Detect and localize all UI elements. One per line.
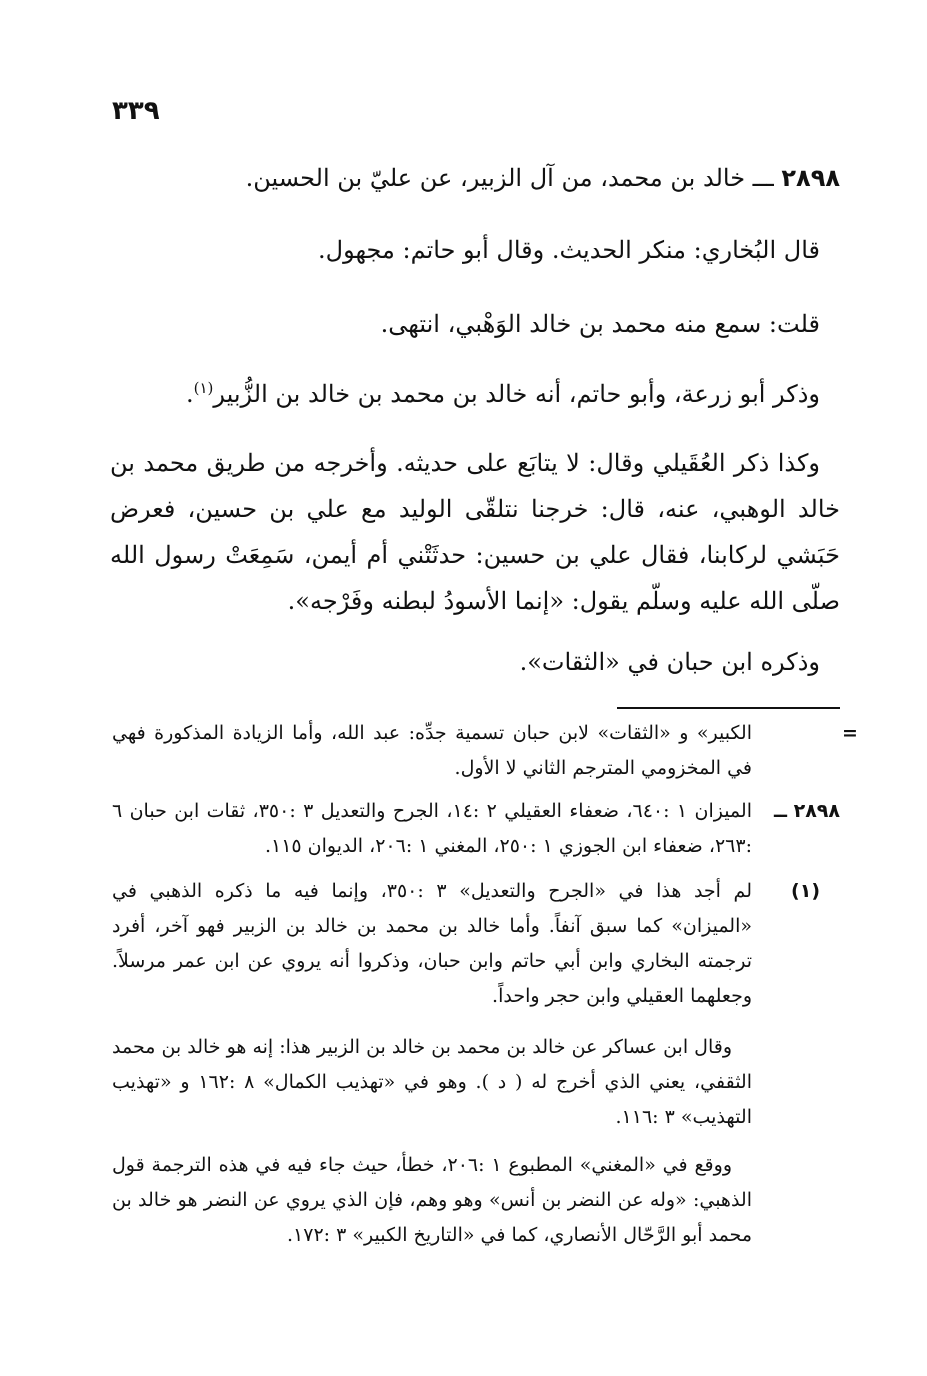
paragraph-4 xyxy=(110,440,840,624)
paragraph-1 xyxy=(110,232,840,268)
footnote-1-text: لم أجد هذا في «الجرح والتعديل» ٣ :٣٥٠، وإنما فيه ما ذكره الذهبي في «الميزان» كما سبق آنفاً. وأما خالد بن محمد بن خالد بن الزبير فهو آخر، أفرد ترجمته البخاري وابن أبي حاتم وابن حبان، وذكروا أنه يروي عن ابن عمر مرسلاً. وجعلهما العقيلي وابن حجر واحداً. xyxy=(112,880,752,1007)
paragraph-5 xyxy=(110,644,840,680)
entry-dash: ـــ xyxy=(752,164,774,192)
entry-number: ٢٨٩٨ xyxy=(781,164,840,192)
paragraph-1-text: قال البُخاري: منكر الحديث. وقال أبو حاتم: مجهول. xyxy=(318,236,820,264)
paragraph-5-text: وذكره ابن حبان في «الثقات». xyxy=(519,648,820,676)
footnote-1-marker: (١) xyxy=(791,880,820,902)
paragraph-2 xyxy=(110,306,840,342)
footnote-1-paragraph-3: ووقع في «المغني» المطبوع ١ :٢٠٦، خطأ، حيث جاء فيه في هذه الترجمة قول الذهبي: «وله عن النضر بن أنس» وهو وهم، فإن الذي يروي عن النضر هو خالد بن محمد أبو الرَّحّال الأنصاري، كما في «التاريخ الكبير» ٣ :١٧٢. xyxy=(112,1154,752,1246)
footnote-ref-1: (١) xyxy=(193,379,214,397)
paragraph-3-text: وذكر أبو زرعة، وأبو حاتم، أنه خالد بن محمد بن خالد بن الزُّبير xyxy=(213,380,820,408)
footnote-separator xyxy=(617,707,840,709)
footnote-continuation-marker: = xyxy=(842,722,858,744)
page-number: ٣٣٩ xyxy=(112,96,160,126)
entry-title: خالد بن محمد، من آل الزبير، عن عليّ بن الحسين. xyxy=(245,164,746,192)
footnote-1-paragraph-2: وقال ابن عساكر عن خالد بن محمد بن خالد بن الزبير هذا: إنه هو خالد بن محمد الثقفي، يعني الذي أخرج له ( د ). وهو في «تهذيب الكمال» ٨ :١٦٢ و «تهذيب التهذيب» ٣ :١١٦. xyxy=(112,1036,752,1128)
footnote-refs-marker: ٢٨٩٨ ــ xyxy=(774,800,840,822)
footnote-continuation: الكبير» و «الثقات» لابن حبان تسمية جدِّه: عبد الله، وأما الزيادة المذكورة فهي في المخزومي المترجم الثاني لا الأول. xyxy=(112,722,752,779)
paragraph-2-text: قلت: سمع منه محمد بن خالد الوَهْبي، انتهى. xyxy=(380,310,820,338)
footnote-references: الميزان ١ :٦٤٠، ضعفاء العقيلي ٢ :١٤، الجرح والتعديل ٣ :٣٥٠، ثقات ابن حبان ٦ :٢٦٣، ضعفاء ابن الجوزي ١ :٢٥٠، المغني ١ :٢٠٦، الديوان ١١٥. xyxy=(112,800,752,857)
paragraph-4-text: وكذا ذكر العُقَيلي وقال: لا يتابَع على حديثه. وأخرجه من طريق محمد بن خالد الوهبي، عنه، قال: خرجنا نتلقّى الوليد مع علي بن حسين، فعرض حَبَشي لركابنا، فقال علي بن حسين: حدثَتْني أم أيمن، سَمِعَتْ رسول الله صلّى الله عليه وسلّم يقول: «إنما الأسودُ لبطنه وفَرْجه». xyxy=(110,449,840,615)
paragraph-3 xyxy=(110,376,840,412)
paragraph-3-end: . xyxy=(185,380,194,408)
entry-heading xyxy=(110,160,840,196)
